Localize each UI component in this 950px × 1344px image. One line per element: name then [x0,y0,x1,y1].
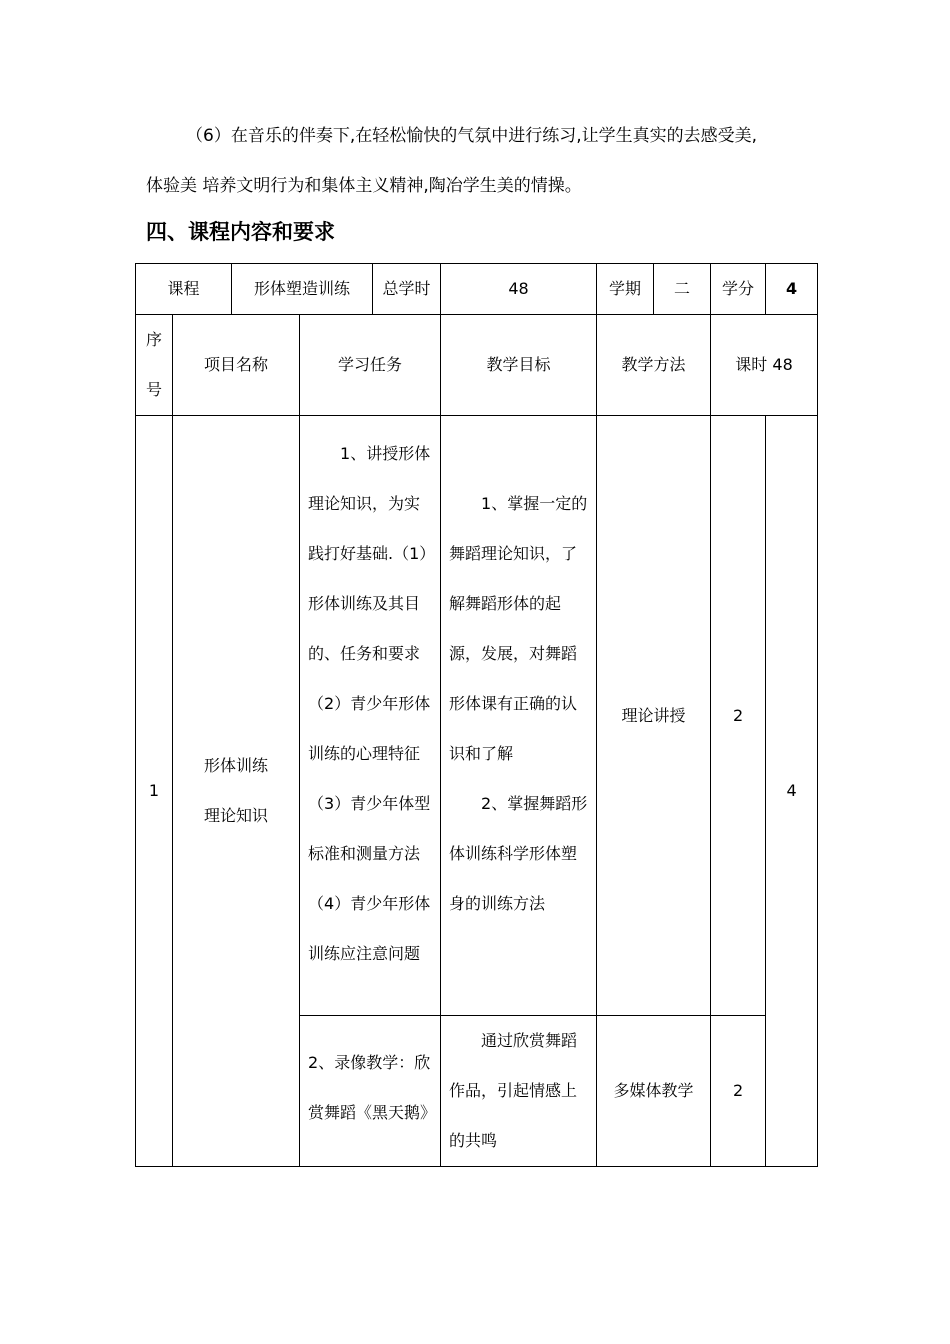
table-row [136,416,818,1016]
task-2-line: 赏舞蹈《黑天鹅》 [308,1103,437,1122]
goal-1-line: 身的训练方法 [449,894,546,913]
task-1-line: （3）青少年体型 [308,794,431,813]
goal-1-line: 舞蹈理论知识，了 [449,544,578,563]
task-2-line: 2、录像教学：欣 [308,1053,431,1072]
hours-1-cell: 2 [711,416,766,1016]
term-value: 二 [654,264,711,315]
task-2-cell [300,1016,441,1167]
goal-1-line: 2、掌握舞蹈形 [481,794,588,813]
task-1-line: 理论知识，为实 [308,494,421,513]
row-total-hours: 4 [766,416,818,1167]
goal-1-line: 形体课有正确的认 [449,694,578,713]
course-table [135,263,818,1167]
learning-task-header: 学习任务 [300,315,441,416]
goal-1-line: 1、掌握一定的 [481,494,588,513]
task-1-line: 1、讲授形体 [340,444,431,463]
row-seq: 1 [136,416,173,1167]
paragraph-line-2: 体验美 培养文明行为和集体主义精神,陶冶学生美的情操。 [146,176,582,196]
task-1-line: 训练的心理特征 [308,744,421,763]
goal-1-line: 体训练科学形体塑 [449,844,578,863]
hours-2-cell: 2 [711,1016,766,1167]
task-1-line: （4）青少年形体 [308,894,431,913]
project-name-line-1: 形体训练 [204,756,269,775]
task-1-line: 标准和测量方法 [308,844,421,863]
seq-header-line-2: 号 [145,380,162,399]
goal-1-line: 源，发展，对舞蹈 [449,644,578,663]
task-1-line: 形体训练及其目 [308,594,421,613]
goal-2-cell [441,1016,597,1167]
credit-label: 学分 [711,264,766,315]
task-1-line: 训练应注意问题 [308,944,421,963]
goal-2-line: 作品，引起情感上 [449,1081,578,1100]
method-1-cell: 理论讲授 [597,416,711,1016]
goal-1-line: 识和了解 [449,744,514,763]
class-hours-header: 课时 48 [711,315,818,416]
method-2-cell: 多媒体教学 [597,1016,711,1167]
goal-2-line: 的共鸣 [449,1131,498,1150]
task-1-line: 践打好基础.（1） [308,544,436,563]
credit-value: 4 [766,264,818,315]
row-project-name [173,416,300,1167]
goal-1-cell [441,416,597,1016]
info-row [136,264,818,315]
total-hours-value: 48 [441,264,597,315]
term-label: 学期 [597,264,654,315]
goal-1-line: 解舞蹈形体的起 [449,594,562,613]
course-name: 形体塑造训练 [232,264,373,315]
task-1-line: （2）青少年形体 [308,694,431,713]
teaching-method-header: 教学方法 [597,315,711,416]
project-name-line-2: 理论知识 [204,806,269,825]
teaching-goal-header: 教学目标 [441,315,597,416]
project-name-header: 项目名称 [173,315,300,416]
seq-header-line-1: 序 [145,330,162,349]
header-row [136,315,818,416]
course-label: 课程 [136,264,232,315]
task-1-line: 的、任务和要求 [308,644,421,663]
seq-header [136,315,173,416]
paragraph-line-1: （6）在音乐的伴奏下,在轻松愉快的气氛中进行练习,让学生真实的去感受美, [186,126,758,146]
total-hours-label: 总学时 [373,264,441,315]
task-1-cell [300,416,441,1016]
goal-2-line: 通过欣赏舞蹈 [481,1031,578,1050]
section-title: 四、课程内容和要求 [146,220,335,244]
